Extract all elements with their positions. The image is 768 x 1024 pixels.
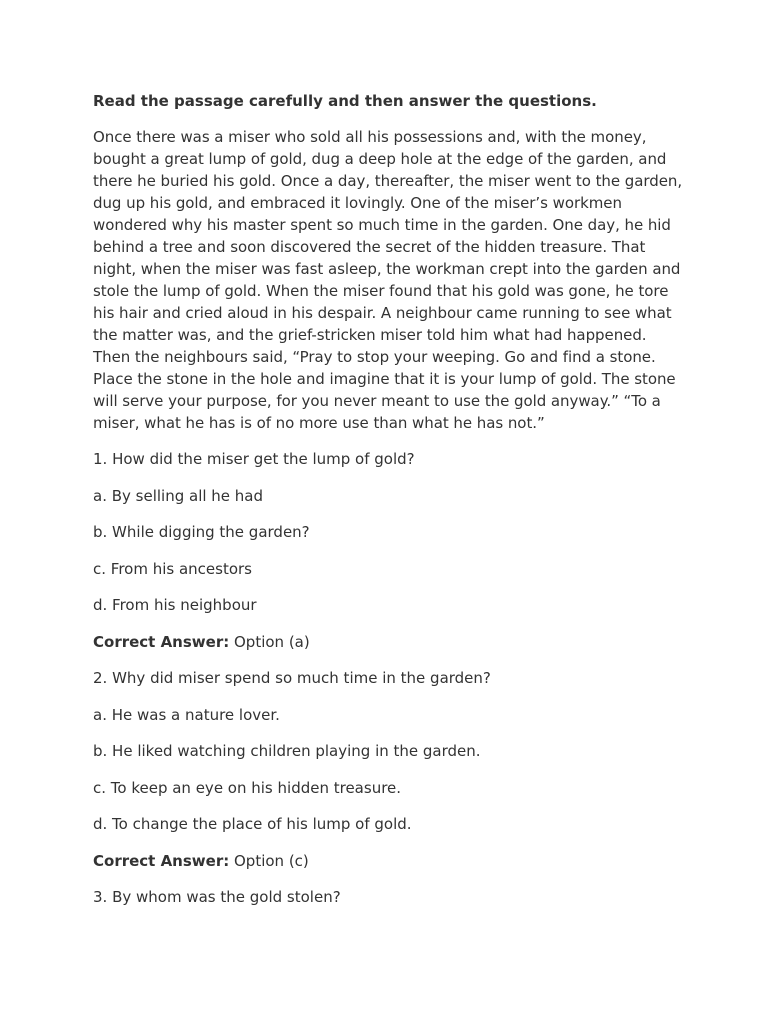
option-a: a. He was a nature lover.	[93, 705, 280, 724]
correct-answer-value: Option (c)	[229, 851, 309, 870]
correct-answer-label: Correct Answer:	[93, 851, 230, 870]
instruction-heading: Read the passage carefully and then answer the questions.	[93, 92, 597, 110]
question-block-2	[93, 667, 683, 872]
question-text: 1. How did the miser get the lump of gold?	[93, 450, 415, 468]
reading-passage: Once there was a miser who sold all his possessions and, with the money, bought a great lump of gold, dug a deep hole at the edge of the garden, and there he buried his gold. Once a day, thereafter, the miser went to the garden, dug up his gold, and embraced it lovingly. One of the miser’s workmen wondered why his master spent so much time in the garden. One day, he hid behind a tree and soon discovered the secret of the hidden treasure. That night, when the miser was fast asleep, the workman crept into the garden and stole the lump of gold. When the miser found that his gold was gone, he tore his hair and cried aloud in his despair. A neighbour came running to see what the matter was, and the grief-stricken miser told him what had happened. Then the neighbours said, “Pray to stop your weeping. Go and find a stone. Place the stone in the hole and imagine that it is your lump of gold. The stone will serve your purpose, for you never meant to use the gold anyway.” “To a miser, what he has is of no more use than what he has not.”	[93, 128, 683, 432]
question-text: 3. By whom was the gold stolen?	[93, 888, 341, 906]
document-page	[93, 90, 683, 923]
option-d: d. To change the place of his lump of gold.	[93, 815, 412, 833]
question-block-1	[93, 448, 683, 653]
option-b: b. While digging the garden?	[93, 523, 310, 541]
option-b: b. He liked watching children playing in the garden.	[93, 742, 481, 760]
option-c: c. From his ancestors	[93, 559, 253, 578]
option-a: a. By selling all he had	[93, 486, 264, 505]
option-d: d. From his neighbour	[93, 596, 257, 614]
question-block-3	[93, 886, 683, 908]
correct-answer	[93, 631, 683, 653]
correct-answer-value: Option (a)	[229, 632, 310, 651]
option-c: c. To keep an eye on his hidden treasure.	[93, 778, 402, 797]
question-text: 2. Why did miser spend so much time in the garden?	[93, 669, 491, 687]
correct-answer-label: Correct Answer:	[93, 632, 230, 651]
correct-answer	[93, 850, 683, 872]
